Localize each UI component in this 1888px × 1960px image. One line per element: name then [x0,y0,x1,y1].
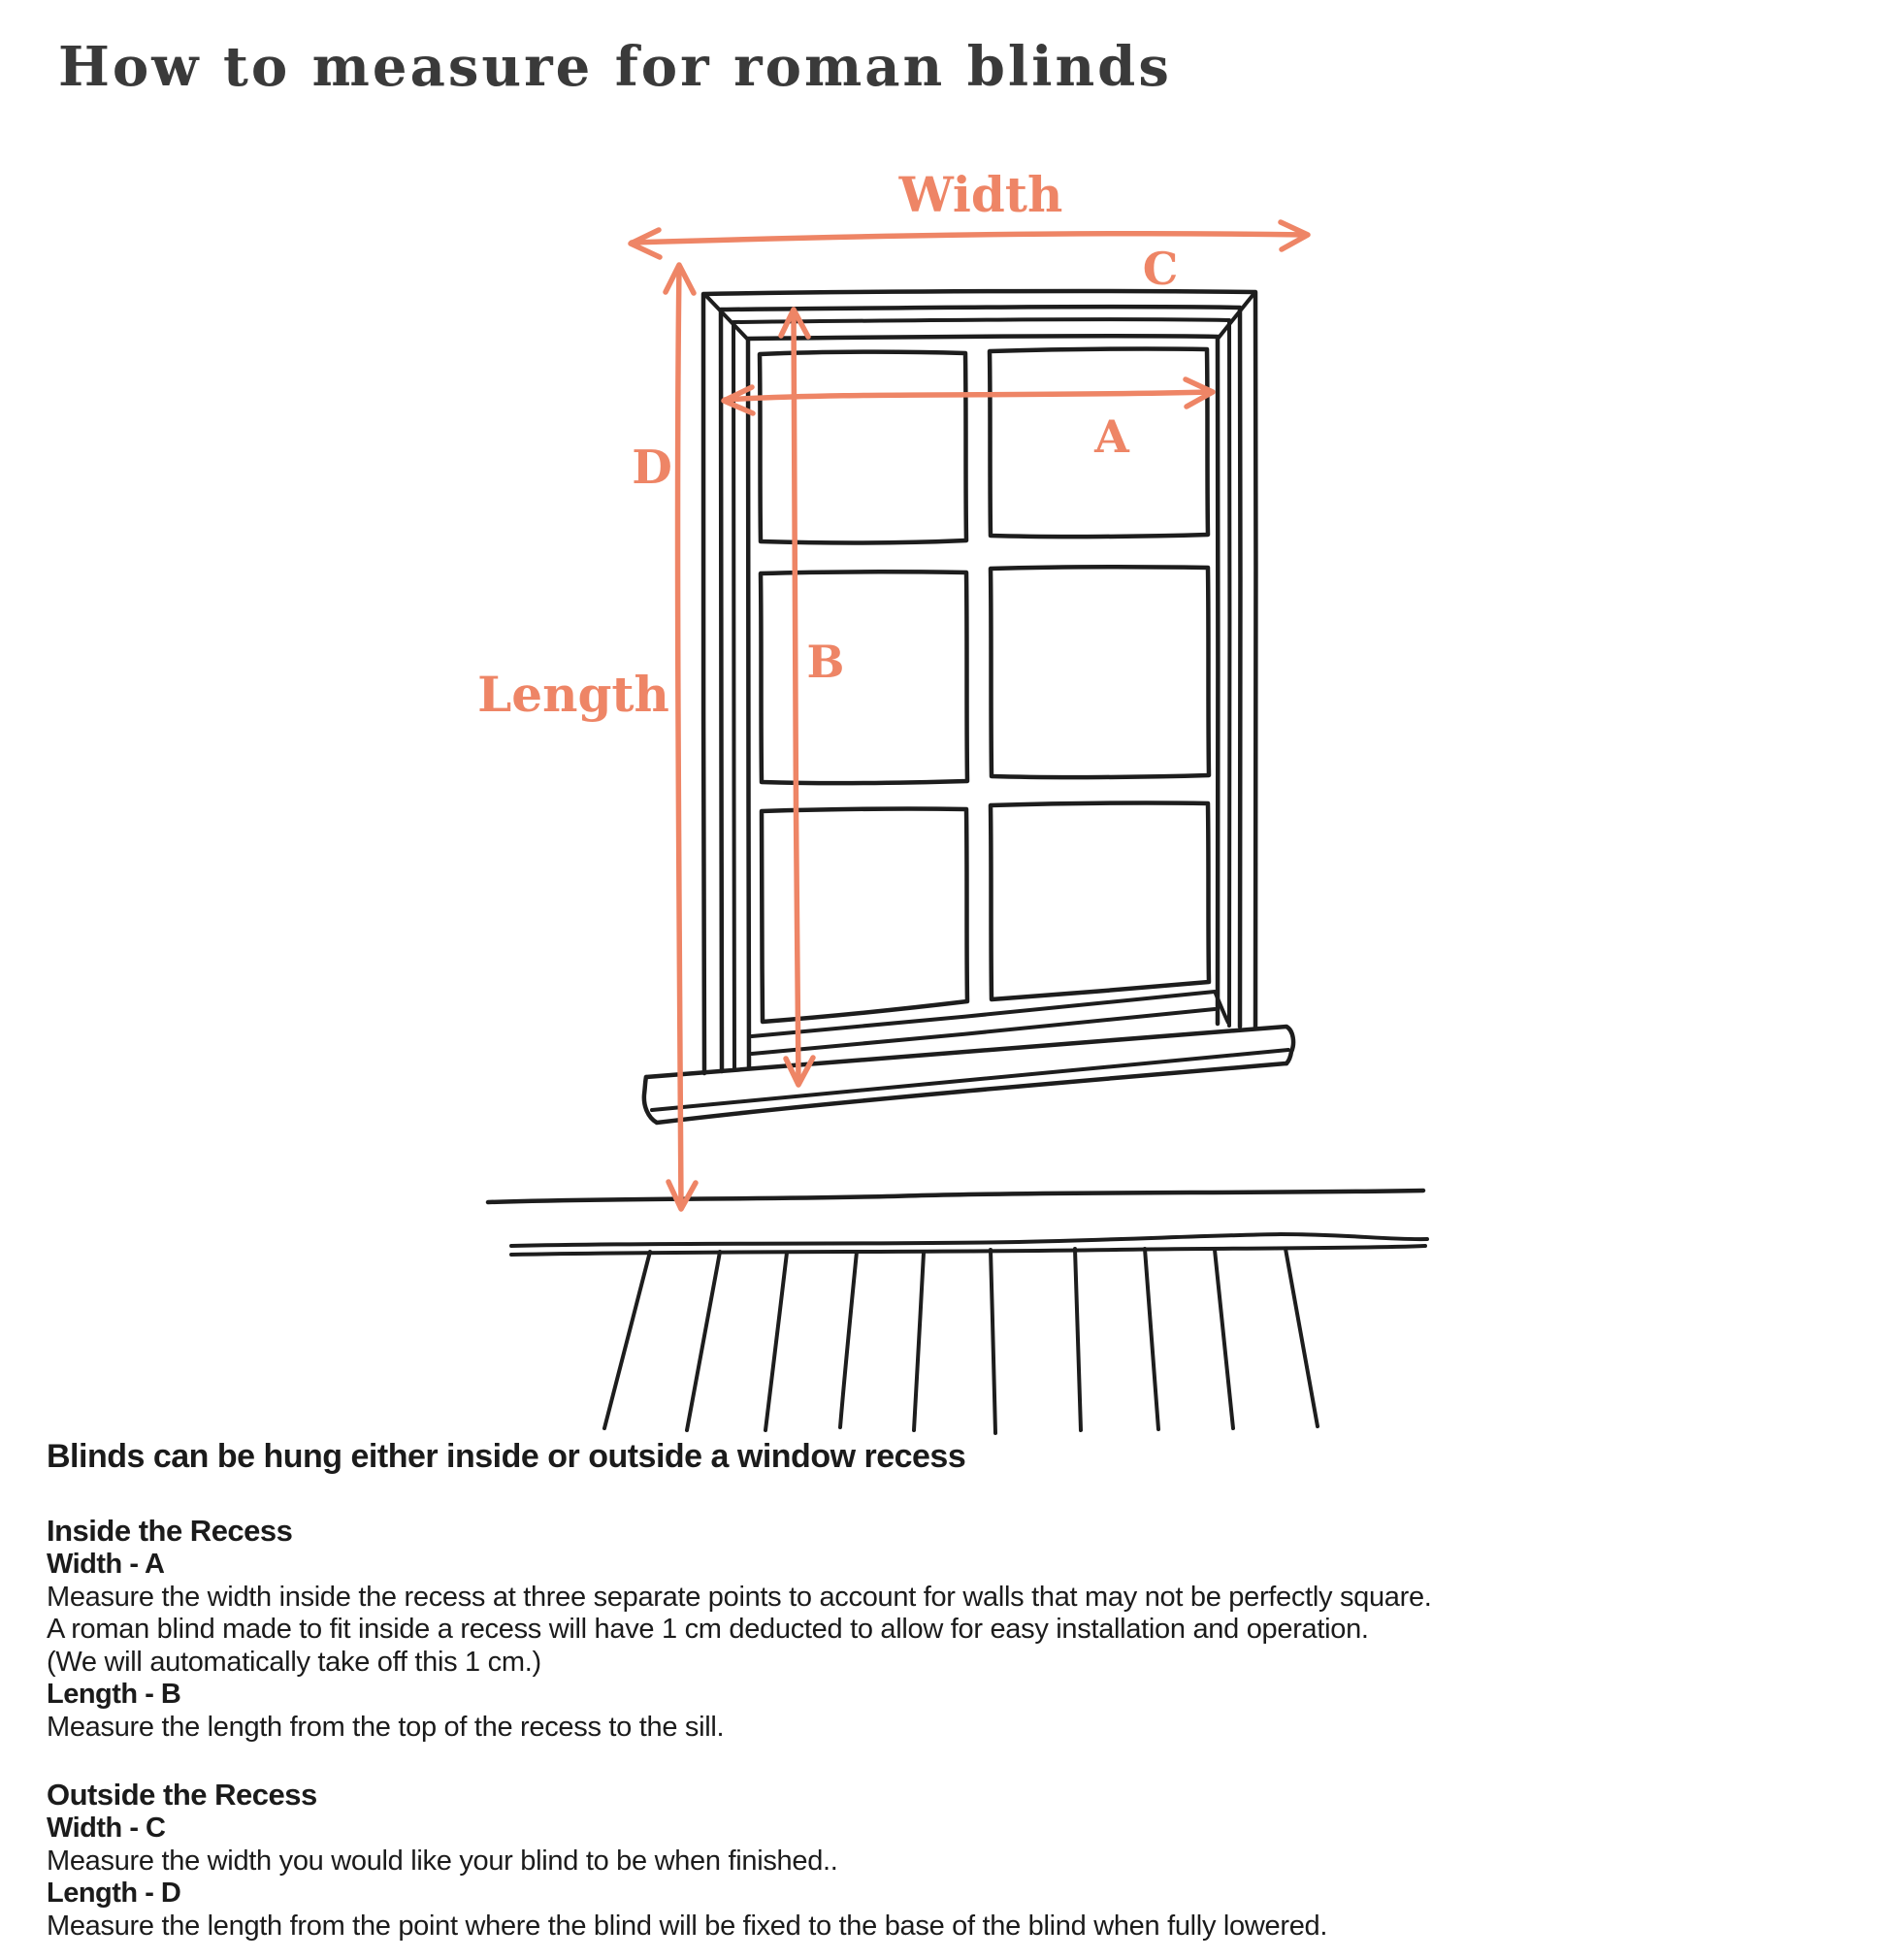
instruction-line: Measure the width inside the recess at three separate points to account for walls that may not be perfectly square. [47,1581,1432,1613]
floor-drawing [488,1191,1427,1433]
length-arrow [666,265,696,1209]
section-title-inside: Inside the Recess [47,1514,293,1548]
label-c: C [1142,243,1179,295]
pane-middle-left [761,572,967,783]
sill-bottom-edge [644,1063,1286,1123]
measure-label-length-d: Length - D [47,1878,181,1909]
floorboard-lines [604,1249,1318,1433]
wall-base-line [488,1191,1423,1202]
width-arrow [631,222,1308,257]
inner-length-arrow [781,310,813,1085]
pane-bottom-right [991,803,1209,999]
bottom-rail-upper [752,992,1215,1036]
instruction-line: (We will automatically take off this 1 cm.) [47,1646,541,1678]
instructions-heading: Blinds can be hung either inside or outside a window recess [47,1438,966,1475]
label-width: Width [898,166,1063,223]
pane-top-left [760,352,966,543]
pane-bottom-left [762,809,967,1022]
miter-top-right [1219,293,1254,338]
instruction-line: A roman blind made to fit inside a recess will have 1 cm deducted to allow for easy installation and operation. [47,1614,1369,1645]
skirting-line-upper [511,1234,1427,1246]
instructions [47,1438,1502,1943]
section-title-outside: Outside the Recess [47,1778,317,1812]
label-b: B [806,636,845,688]
miter-top-left [705,295,748,340]
section-spacer [47,1744,1502,1777]
measure-label-length-b: Length - B [47,1679,181,1710]
window-drawing [644,291,1293,1123]
measure-label-width-c: Width - C [47,1813,166,1844]
instruction-line: Measure the width you would like your blind to be when finished.. [47,1845,838,1877]
label-length: Length [477,666,669,723]
instruction-line: Measure the length from the point where the blind will be fixed to the base of the blind when fully lowered. [47,1910,1328,1942]
frame-outer [703,291,1255,1073]
measure-label-width-a: Width - A [47,1549,165,1580]
instruction-line: Measure the length from the top of the recess to the sill. [47,1711,725,1743]
pane-middle-right [991,567,1209,777]
label-a: A [1094,410,1129,463]
frame-line-3 [733,319,1229,1069]
label-d: D [632,441,672,495]
page-title: How to measure for roman blinds [58,35,1172,99]
frame-inner [748,336,1218,1067]
inner-width-arrow [724,379,1213,413]
